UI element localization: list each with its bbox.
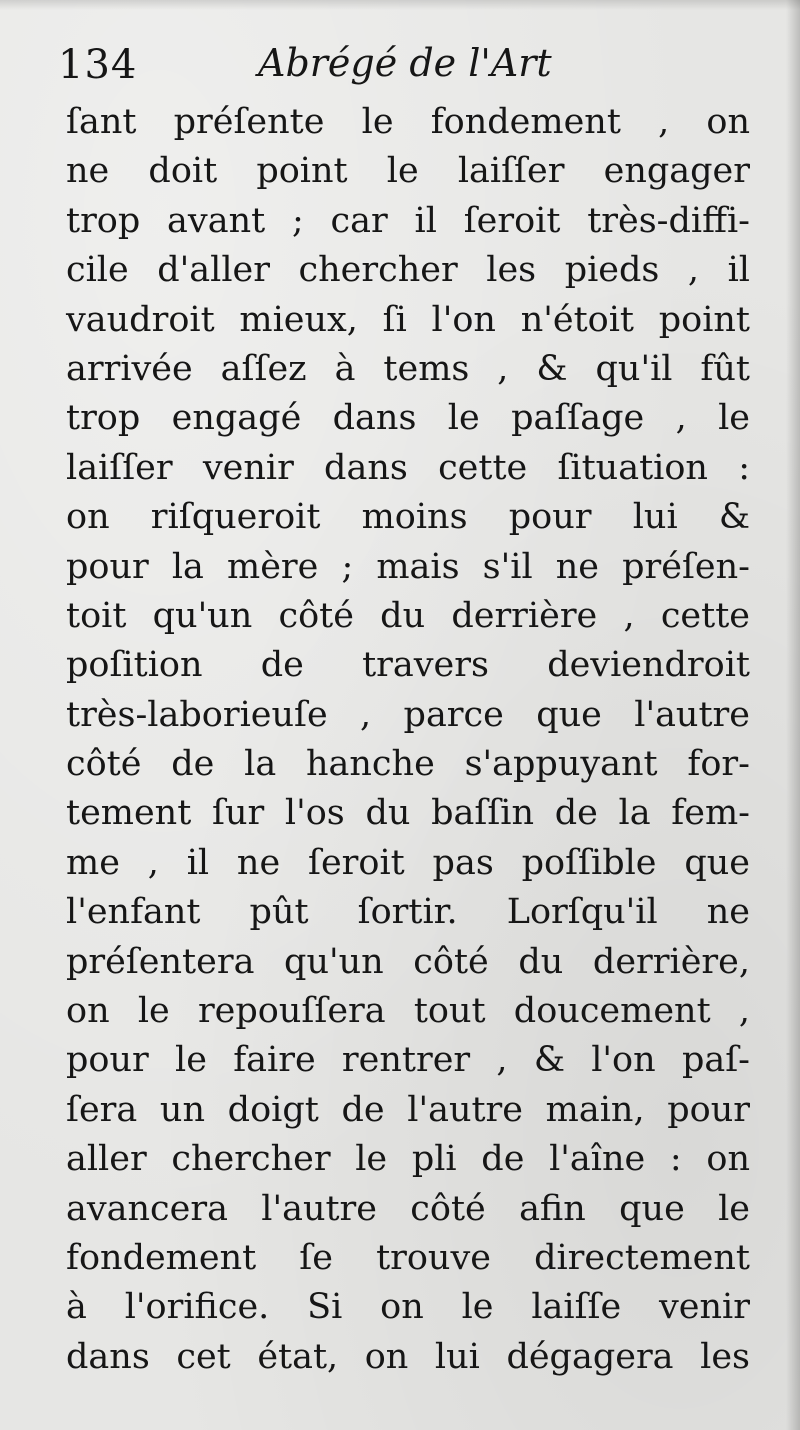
text-line: très-laborieuſe , parce que l'autre (66, 694, 750, 735)
text-line: poſition de travers deviendroit (66, 645, 750, 686)
page-top-shadow (0, 0, 800, 10)
text-line: tement ſur l'os du baſſin de la fem- (66, 793, 750, 834)
text-line: dans cet état, on lui dégagera les (66, 1336, 750, 1377)
text-line: ſant préſente le fondement , on (66, 102, 750, 142)
page-gutter-shadow (786, 0, 800, 1430)
text-line: ne doit point le laiſſer engager (66, 151, 750, 192)
text-line: pour la mère ; mais s'il ne préſen- (66, 546, 750, 587)
text-line: vaudroit mieux, ſi l'on n'étoit point (66, 299, 750, 340)
text-line: pour le faire rentrer , & l'on paſ- (66, 1040, 750, 1081)
text-line: trop engagé dans le paſſage , le (66, 398, 750, 439)
text-line: fondement ſe trouve directement (66, 1237, 750, 1278)
text-line: laiſſer venir dans cette ſituation : (66, 447, 750, 488)
text-line: préſentera qu'un côté du derrière, (66, 941, 750, 982)
running-title: Abrégé de l'Art (258, 41, 552, 85)
text-line: toit qu'un côté du derrière , cette (66, 595, 750, 636)
text-line: me , il ne ſeroit pas poſſible que (66, 842, 750, 883)
text-line: l'enfant pût ſortir. Lorſqu'il ne (66, 892, 750, 933)
text-line: on le repouſſera tout doucement , (66, 991, 750, 1032)
text-line: trop avant ; car il ſeroit très-diffi- (66, 200, 750, 241)
text-line: aller chercher le pli de l'aîne : on (66, 1139, 750, 1180)
text-line: on riſqueroit moins pour lui & (66, 497, 750, 538)
page-number: 134 (58, 42, 138, 88)
text-line: à l'orifice. Si on le laiſſe venir (66, 1287, 750, 1328)
text-line: ſera un doigt de l'autre main, pour (66, 1089, 750, 1130)
body-text (66, 98, 750, 1382)
text-line: cile d'aller chercher les pieds , il (66, 250, 750, 291)
text-line: côté de la hanche s'appuyant for- (66, 744, 750, 785)
text-line: avancera l'autre côté afin que le (66, 1188, 750, 1229)
running-head (58, 38, 758, 94)
text-line: arrivée aſſez à tems , & qu'il fût (66, 348, 750, 389)
